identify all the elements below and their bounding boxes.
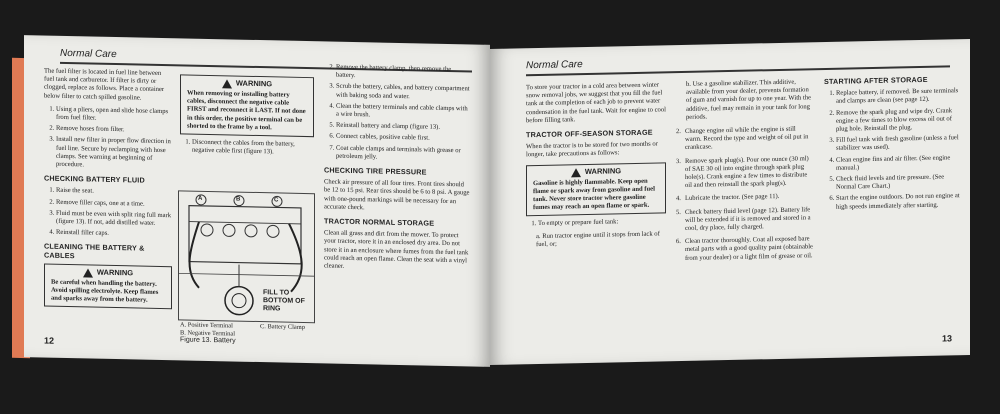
figure-callout-a: A [198,195,203,202]
list-item [676,235,814,263]
normal-storage-text: Clean all grass and dirt from the mower. To protect your tractor, store it in an enclosed dry area. Do not store it in an enclosure where fumes from the fuel tank could reach an open flame. Clean the seat with a vinyl cleaner. [324,229,469,270]
warning-text: When removing or installing battery cables, disconnect the negative cable FIRST and reconnect it LAST. If not done in this order, the positive terminal can be shorted to the frame by a tool. [187,89,306,132]
list-item [676,206,814,234]
list-item: 2. Remove the battery clamp, then remove the battery. [336,64,470,83]
battery-figure [178,190,315,323]
list-item: 6. Connect cables, positive cable first. [336,133,470,144]
right-column-2 [676,78,814,268]
list-text: Lubricate the tractor. (See page 11). [684,193,780,203]
list-item: 3. Install new filter in proper flow direction in fuel line. Secure by reclamping with hose clamps. See warning at beginning of procedure. [56,136,172,171]
section-heading-tire-pressure: CHECKING TIRE PRESSURE [324,165,427,177]
figure-callout-b: B [236,196,241,203]
right-column-3 [824,69,960,216]
left-page-header: Normal Care [60,47,117,61]
left-column-1 [44,68,172,314]
list-item: 4. Clean the battery terminals and cable clamps with a wire brush. [336,102,470,121]
list-item: 1. To empty or prepare fuel tank: [538,218,666,229]
list-item: 6. Start the engine outdoors. Do not run engine at high speeds immediately after starting. [836,193,960,212]
right-column-1 [526,81,666,249]
section-heading-battery-fluid: CHECKING BATTERY FLUID [44,173,145,185]
legend-battery-clamp: C. Battery Clamp [260,323,305,332]
list-item: 7. Coat cable clamps and terminals with grease or petroleum jelly. [336,144,470,163]
figure-callout-c: C [274,197,279,204]
list-item [676,193,814,204]
left-page [24,35,490,367]
right-page [490,39,970,365]
section-heading-normal-storage: TRACTOR NORMAL STORAGE [324,216,435,228]
list-item-sub: b. Use a gasoline stabilizer. This additive, available from your dealer, prevents formation of gum and varnish for up to one year. With the additive, fuel may remain in your tank for long periods. [686,78,812,121]
list-number: 4. [676,195,681,203]
warning-icon [83,268,93,277]
legend-negative-terminal: B. Negative Terminal [180,328,235,338]
left-column-3 [324,63,470,278]
warning-text: Be careful when handling the battery. Avoid spilling electrolyte. Keep flames and sparks away from the battery. [51,278,159,304]
list-number: 3. [676,157,681,165]
warning-box-battery-handling [44,263,172,309]
list-item: 3. Scrub the battery, cables, and battery compartment with baking soda and water. [336,83,470,102]
legend-positive-terminal: A. Positive Terminal [180,321,233,330]
list-number: 5. [676,208,681,216]
list-item: 3. Fluid must be even with split ring full mark (figure 13). If not, add distilled water. [56,210,172,229]
right-page-header: Normal Care [526,59,583,72]
list-item: 4. Clean engine fins and air filter. (See engine manual.) [836,154,960,173]
list-item-sub: a. Run tractor engine until it stops from lack of fuel, or; [536,230,660,248]
list-item: 1. Raise the seat. [56,187,172,198]
list-number: 6. [676,238,681,246]
list-text: Clean tractor thoroughly. Coat all exposed bare metal parts with a good quality paint (obtainable from your dealer) or a light film of grease or oil. [684,235,813,262]
list-item: 1. Replace battery, if removed. Be sure terminals and clamps are clean (see page 12). [836,87,960,106]
warning-text: Gasoline is highly flammable. Keep open flame or spark away from gasoline and fuel tank. Never store tractor where gasoline fumes may reach an open flame or spark. [533,177,655,212]
warning-box-battery-cables [180,74,314,137]
list-text: Remove spark plug(s). Pour one ounce (30 ml) of SAE 30 oil into engine through spark plug hole(s). Crank engine a few times to distribute oil and then reinstall the spark plug(s). [684,154,809,190]
list-item: 3. Fill fuel tank with fresh gasoline (unless a fuel stabilizer was used). [836,134,960,153]
warning-box-gasoline [526,162,666,217]
list-text: Change engine oil while the engine is still warm. Record the type and weight of oil put in crankcase. [684,125,809,152]
cold-storage-intro: To store your tractor in a cold area between winter snow removal jobs, we suggest that you fill the fuel tank at the completion of each job to prevent water condensation in the fuel tank. Wait for engine to cool before filling tank. [526,81,666,125]
fill-to-ring-label: FILL TO BOTTOM OF RING [263,289,305,313]
offseason-text: When the tractor is to be stored for two months or longer, take precautions as follows: [526,140,658,159]
section-heading-starting: STARTING AFTER STORAGE [824,74,928,87]
list-item: 2. Remove hoses from filter. [56,125,172,136]
page-number-right: 13 [941,333,952,344]
list-text: Check battery fluid level (page 12). Battery life will be extended if it is removed and stored in a cool, dry place, fully charged. [684,205,811,232]
list-item: 4. Reinstall filler caps. [56,229,172,240]
page-number-left: 12 [44,335,55,346]
warning-icon [571,168,581,177]
list-item: 2. Remove the spark plug and wipe dry. Crank engine a few times to blow excess oil out of plug hole. Reinstall the plug. [836,107,960,134]
warning-title: WARNING [584,166,622,177]
figure-caption: Figure 13. Battery [180,336,236,345]
list-item [676,125,814,153]
list-item: 1. Using a pliers, open and slide hose clamps from fuel filter. [56,106,172,125]
list-item: 5. Check fluid levels and tire pressure. (See Normal Care Chart.) [836,173,960,192]
figure-legend-left [180,321,258,345]
list-item: 1. Disconnect the cables from the battery, negative cable first (figure 13). [192,139,314,158]
list-item: 2. Remove filler caps, one at a time. [56,198,172,209]
warning-icon [222,79,232,88]
left-column-2 [180,70,314,161]
section-heading-offseason: TRACTOR OFF-SEASON STORAGE [526,127,653,140]
fuel-filter-intro: The fuel filter is located in fuel line between fuel tank and carburetor. If filter is dirty or clogged, replace as follows. Place a container below filter to catch spilled gasoline. [44,67,165,102]
list-number: 2. [676,128,681,136]
section-heading-cleaning-battery: CLEANING THE BATTERY & CABLES [44,241,145,260]
tire-pressure-text: Check air pressure of all four tires. Front tires should be 12 to 15 psi. Rear tires should be 6 to 8 psi. A gauge with one-pound markings will be necessary for an accurate check. [324,178,470,212]
list-item [676,155,814,191]
list-item: 5. Reinstall battery and clamp (figure 13). [336,122,470,133]
warning-title: WARNING [96,267,134,278]
warning-title: WARNING [235,78,273,89]
